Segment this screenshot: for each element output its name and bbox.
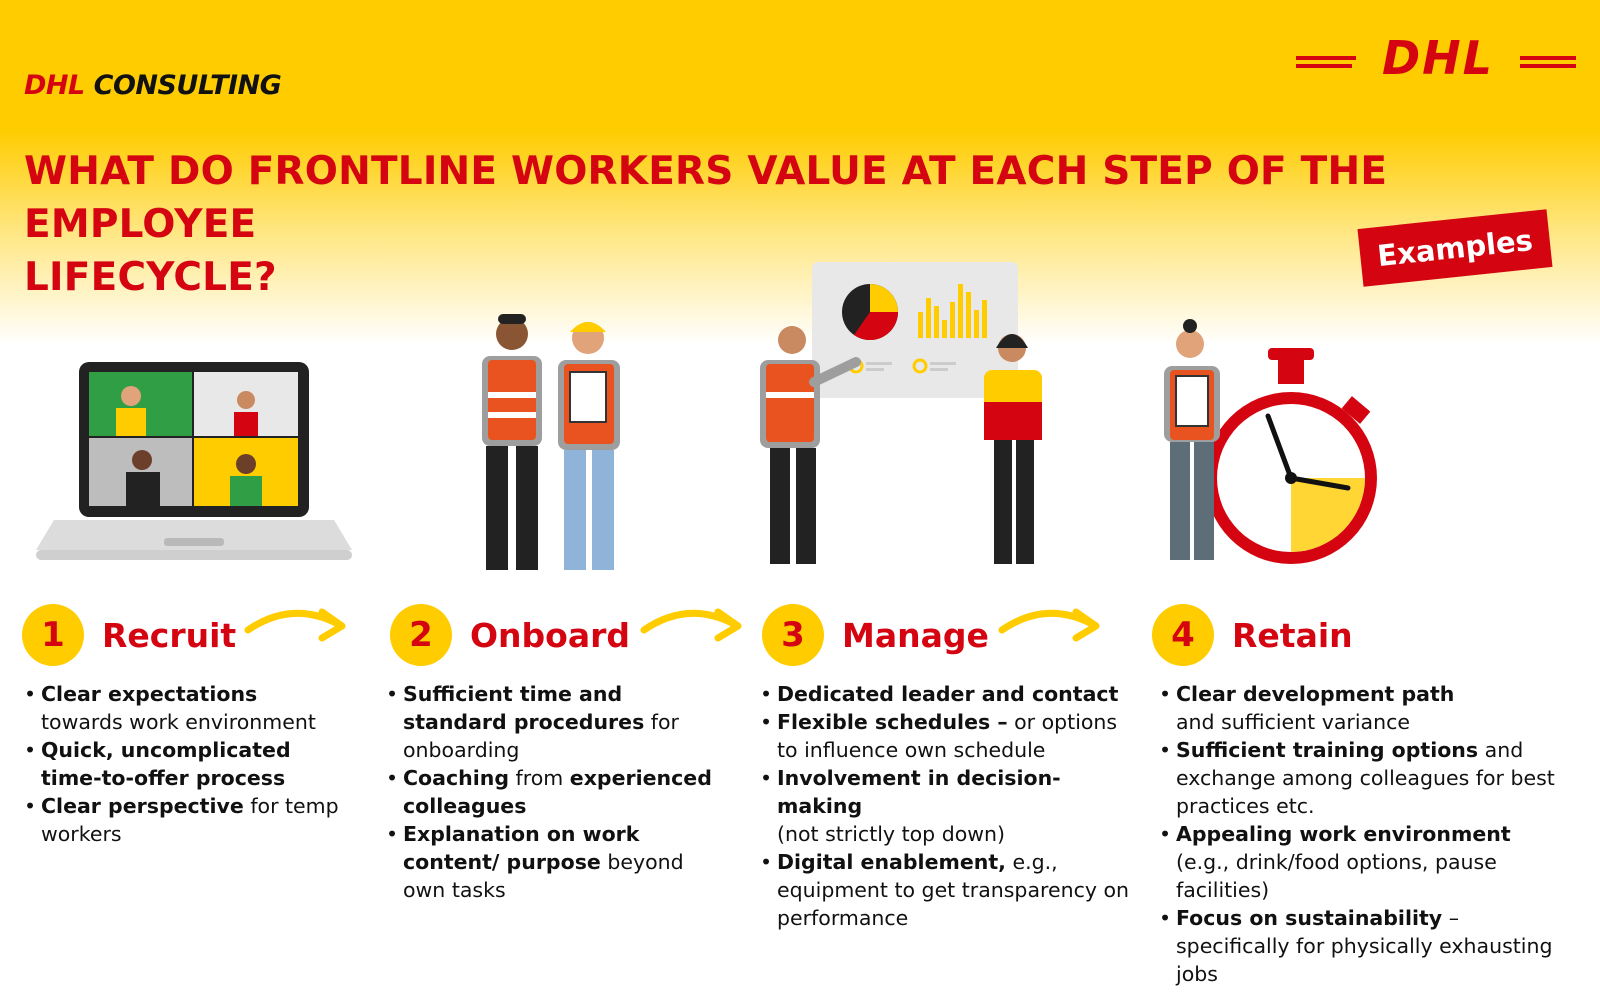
- step-title: Retain: [1232, 615, 1353, 655]
- recruit-bullets: [24, 680, 354, 848]
- step-manage-header: [762, 604, 989, 666]
- list-item: • Appealing work environment (e.g., drink/food options, pause facilities): [1159, 820, 1559, 904]
- curved-arrow-icon: [638, 598, 748, 648]
- list-item: • Flexible schedules – or options to influence own schedule: [760, 708, 1130, 764]
- laptop-video-call-icon: [34, 360, 354, 570]
- list-item: • Focus on sustainability – specifically for physically exhausting jobs: [1159, 904, 1559, 988]
- step-title: Manage: [842, 615, 989, 655]
- step-number-badge: 2: [390, 604, 452, 666]
- step-number-badge: 1: [22, 604, 84, 666]
- list-item: • Dedicated leader and contact: [760, 680, 1130, 708]
- list-item: • Coaching from experienced colleagues: [386, 764, 731, 820]
- list-item: • Sufficient training options and exchange among colleagues for best practices etc.: [1159, 736, 1559, 820]
- examples-badge: Examples: [1357, 209, 1552, 287]
- list-item: • Clear perspective for temp workers: [24, 792, 354, 848]
- step-number-badge: 4: [1152, 604, 1214, 666]
- workers-pair-icon: [468, 312, 638, 577]
- dhl-consulting-wordmark: DHL CONSULTING: [24, 70, 282, 101]
- list-item: • Sufficient time and standard procedures for onboarding: [386, 680, 731, 764]
- presentation-board-icon: [748, 262, 1068, 572]
- page-title: WHAT DO FRONTLINE WORKERS VALUE AT EACH STEP OF THE EMPLOYEE LIFECYCLE?: [24, 149, 1388, 300]
- stopwatch-icon: [1158, 318, 1383, 578]
- step-recruit-header: [22, 604, 236, 666]
- step-retain-header: [1152, 604, 1353, 666]
- list-item: • Clear development path and sufficient variance: [1159, 680, 1559, 736]
- onboard-bullets: [386, 680, 731, 904]
- curved-arrow-icon: [242, 598, 352, 648]
- step-number-badge: 3: [762, 604, 824, 666]
- retain-bullets: [1159, 680, 1559, 988]
- step-title: Onboard: [470, 615, 631, 655]
- dhl-logo-text: DHL: [1382, 34, 1494, 84]
- list-item: • Clear expectations towards work environment: [24, 680, 354, 736]
- list-item: • Involvement in decision-making (not strictly top down): [760, 764, 1130, 848]
- list-item: • Quick, uncomplicated time-to-offer process: [24, 736, 354, 792]
- step-title: Recruit: [102, 615, 237, 655]
- manage-bullets: [760, 680, 1130, 932]
- list-item: • Explanation on work content/ purpose beyond own tasks: [386, 820, 731, 904]
- dhl-logo-icon: [1296, 34, 1576, 84]
- list-item: • Digital enablement, e.g., equipment to get transparency on performance: [760, 848, 1130, 932]
- curved-arrow-icon: [996, 598, 1106, 648]
- step-onboard-header: [390, 604, 630, 666]
